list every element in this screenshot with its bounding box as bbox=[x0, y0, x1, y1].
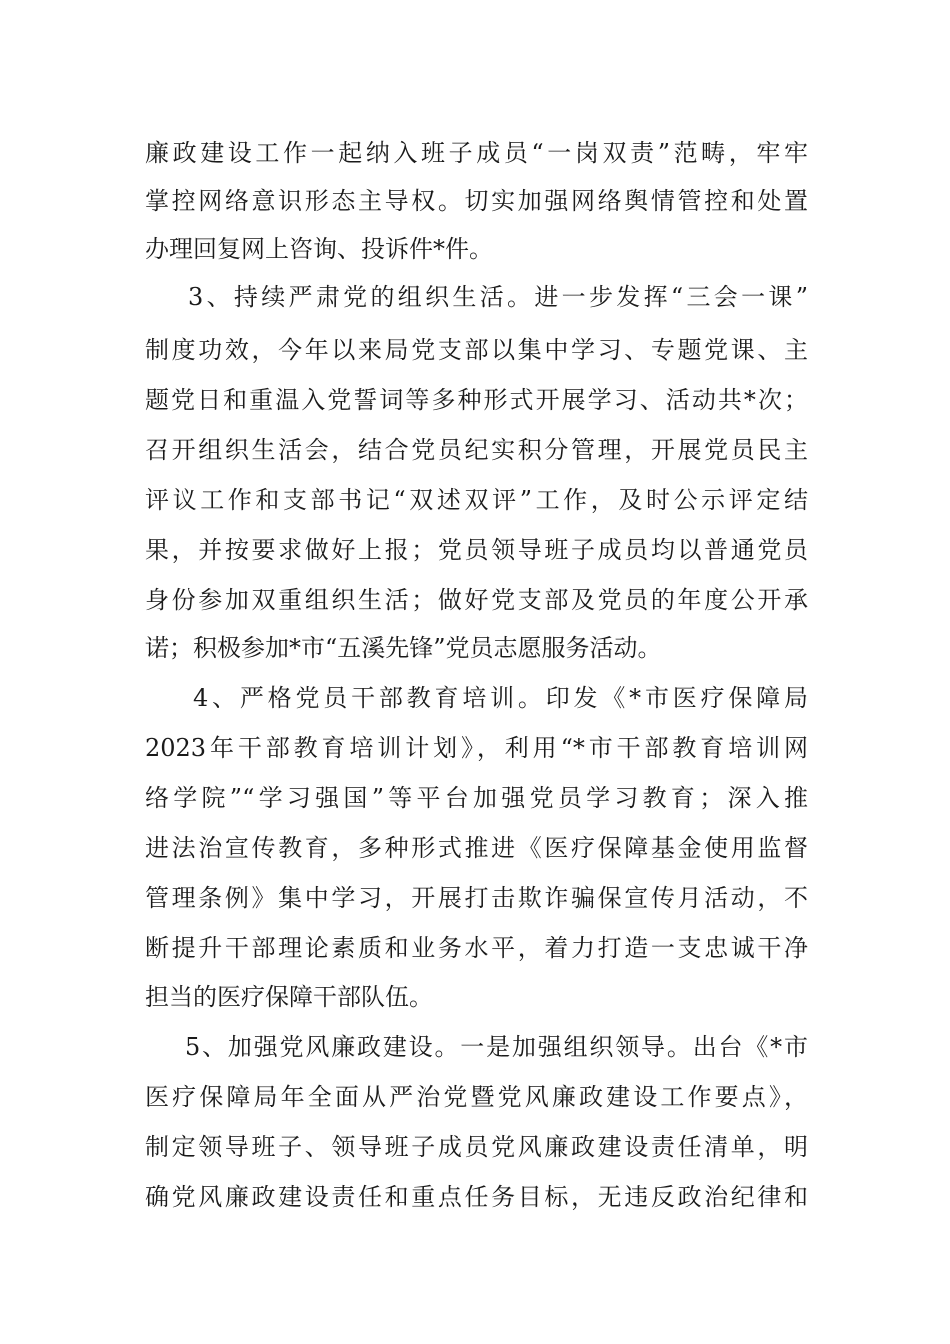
text-line: 诺；积极参加*市“五溪先锋”党员志愿服务活动。 bbox=[145, 634, 662, 662]
text-line: 络学院”“学习强国”等平台加强党员学习教育；深入推 bbox=[145, 784, 808, 812]
text-line: 题党日和重温入党誓词等多种形式开展学习、活动共*次； bbox=[145, 386, 808, 414]
text-line: 掌控网络意识形态主导权。切实加强网络舆情管控和处置 bbox=[145, 187, 808, 215]
text-line: 办理回复网上咨询、投诉件*件。 bbox=[145, 235, 493, 263]
text-line: 制度功效，今年以来局党支部以集中学习、专题党课、主 bbox=[145, 336, 808, 364]
paragraph-5-first-line: 5、加强党风廉政建设。一是加强组织领导。出台《*市 bbox=[185, 1033, 808, 1061]
text-line: 评议工作和支部书记“双述双评”工作，及时公示评定结 bbox=[145, 486, 808, 514]
text-line: 确党风廉政建设责任和重点任务目标，无违反政治纪律和 bbox=[145, 1183, 808, 1211]
text-line: 进法治宣传教育，多种形式推进《医疗保障基金使用监督 bbox=[145, 834, 808, 862]
text-line: 管理条例》集中学习，开展打击欺诈骗保宣传月活动，不 bbox=[145, 884, 808, 912]
text-line: 召开组织生活会，结合党员纪实积分管理，开展党员民主 bbox=[145, 436, 808, 464]
text-line: 制定领导班子、领导班子成员党风廉政建设责任清单，明 bbox=[145, 1133, 808, 1161]
text-line: 廉政建设工作一起纳入班子成员“一岗双责”范畴，牢牢 bbox=[145, 139, 808, 167]
text-line: 担当的医疗保障干部队伍。 bbox=[145, 983, 433, 1011]
text-line: 2023年干部教育培训计划》，利用“*市干部教育培训网 bbox=[145, 734, 808, 762]
paragraph-3-first-line: 3、持续严肃党的组织生活。进一步发挥“三会一课” bbox=[188, 283, 808, 311]
text-line: 医疗保障局年全面从严治党暨党风廉政建设工作要点》， bbox=[145, 1083, 808, 1111]
paragraph-4-first-line: 4、严格党员干部教育培训。印发《*市医疗保障局 bbox=[193, 684, 808, 712]
text-line: 断提升干部理论素质和业务水平，着力打造一支忠诚干净 bbox=[145, 934, 808, 962]
text-line: 身份参加双重组织生活；做好党支部及党员的年度公开承 bbox=[145, 586, 808, 614]
text-line: 果，并按要求做好上报；党员领导班子成员均以普通党员 bbox=[145, 536, 808, 564]
